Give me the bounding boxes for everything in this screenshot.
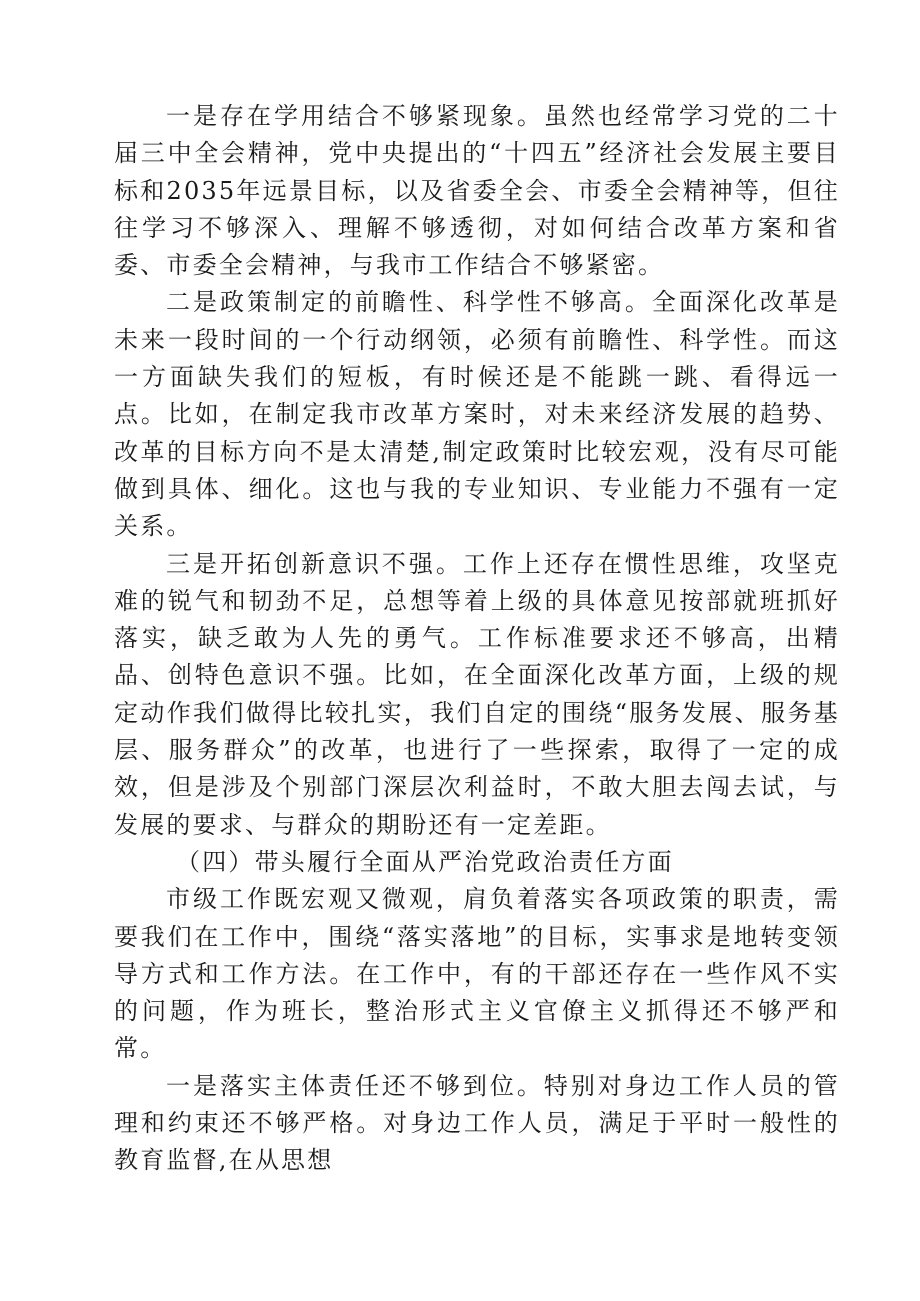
paragraph-main-responsibility: 一是落实主体责任还不够到位。特别对身边工作人员的管理和约束还不够严格。对身边工作人员，满足于平时一般性的教育监督,在从思想 [114, 1071, 840, 1175]
paragraph-municipal-work: 市级工作既宏观又微观，肩负着落实各项政策的职责，需要我们在工作中，围绕“落实落地”的目标，实事求是地转变领导方式和工作方法。在工作中，有的干部还存在一些作风不实的问题，作为班长，整治形式主义官僚主义抓得还不够严和常。 [114, 885, 840, 1063]
paragraph-innovation-awareness: 三是开拓创新意识不强。工作上还存在惯性思维，攻坚克难的锐气和韧劲不足，总想等着上级的具体意见按部就班抓好落实，缺乏敢为人先的勇气。工作标准要求还不够高，出精品、创特色意识不强。比如，在全面深化改革方面，上级的规定动作我们做得比较扎实，我们自定的围绕“服务发展、服务基层、服务群众”的改革，也进行了一些探索，取得了一定的成效，但是涉及个别部门深层次利益时，不敢大胆去闯去试，与发展的要求、与群众的期盼还有一定差距。 [114, 549, 840, 839]
document-page [114, 98, 840, 1180]
paragraph-policy-foresight: 二是政策制定的前瞻性、科学性不够高。全面深化改革是未来一段时间的一个行动纲领，必须有前瞻性、科学性。而这一方面缺失我们的短板，有时候还是不能跳一跳、看得远一点。比如，在制定我市改革方案时，对未来经济发展的趋势、改革的目标方向不是太清楚,制定政策时比较宏观，没有尽可能做到具体、细化。这也与我的专业知识、专业能力不强有一定关系。 [114, 288, 840, 541]
section-heading-party-governance: （四）带头履行全面从严治党政治责任方面 [176, 847, 674, 876]
paragraph-study-integration: 一是存在学用结合不够紧现象。虽然也经常学习党的二十届三中全会精神，党中央提出的“十四五”经济社会发展主要目标和2035年远景目标，以及省委全会、市委全会精神等，但往往学习不够深入、理解不够透彻，对如何结合改革方案和省委、市委全会精神，与我市工作结合不够紧密。 [114, 102, 840, 280]
